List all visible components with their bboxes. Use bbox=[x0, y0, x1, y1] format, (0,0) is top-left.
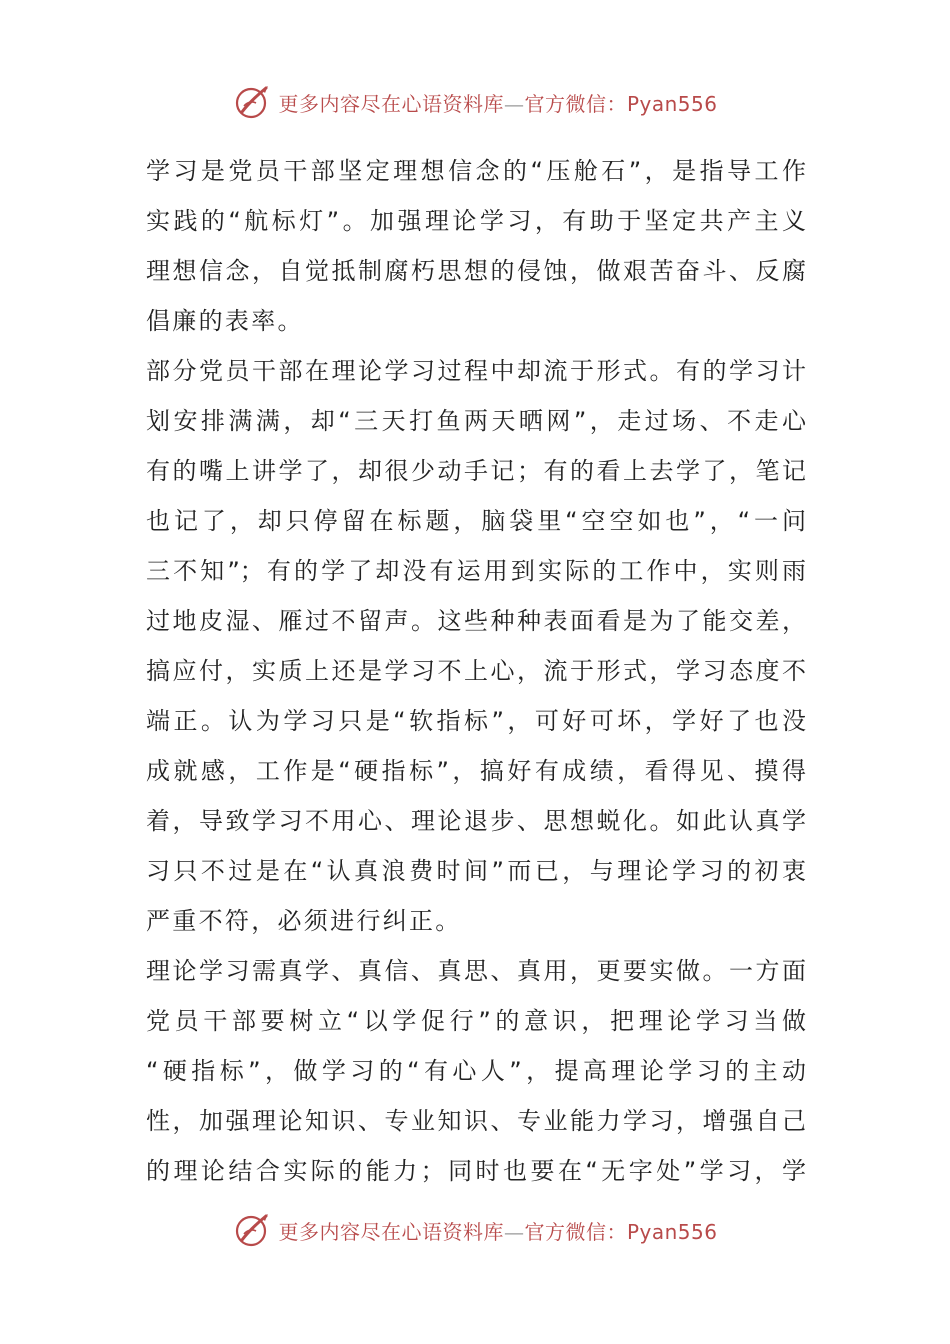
text-line: 划安排满满，却“三天打鱼两天晒网”，走过场、不走心 bbox=[146, 407, 806, 435]
text-line: 过地皮湿、雁过不留声。这些种种表面看是为了能交差， bbox=[146, 607, 806, 635]
header-wechat-id: 官方微信：Pyan556 bbox=[524, 91, 718, 116]
text-line: 习只不过是在“认真浪费时间”而已，与理论学习的初衷 bbox=[146, 857, 806, 885]
text-line: 学习是党员干部坚定理想信念的“压舱石”，是指导工作 bbox=[146, 157, 806, 185]
text-line: 性，加强理论知识、专业知识、专业能力学习，增强自己 bbox=[146, 1107, 806, 1135]
text-line: 也记了，却只停留在标题，脑袋里“空空如也”，“一问 bbox=[146, 507, 806, 535]
header-banner-title: 更多内容尽在心语资料库 bbox=[278, 91, 504, 116]
text-line: 党员干部要树立“以学促行”的意识，把理论学习当做 bbox=[146, 1007, 806, 1035]
text-line: 端正。认为学习只是“软指标”，可好可坏，学好了也没 bbox=[146, 707, 806, 735]
pen-logo-icon bbox=[232, 82, 272, 122]
footer-banner-inner bbox=[232, 1210, 717, 1250]
text-line: 的理论结合实际的能力；同时也要在“无字处”学习，学 bbox=[146, 1157, 806, 1185]
text-line: 三不知”；有的学了却没有运用到实际的工作中，实则雨 bbox=[146, 557, 806, 585]
footer-banner bbox=[0, 1206, 950, 1254]
text-line: 搞应付，实质上还是学习不上心，流于形式，学习态度不 bbox=[146, 657, 806, 685]
footer-banner-label bbox=[278, 1216, 717, 1245]
text-line: 理想信念，自觉抵制腐朽思想的侵蚀，做艰苦奋斗、反腐 bbox=[146, 257, 806, 285]
text-line: 部分党员干部在理论学习过程中却流于形式。有的学习计 bbox=[146, 357, 806, 385]
text-line: 理论学习需真学、真信、真思、真用，更要实做。一方面 bbox=[146, 957, 806, 985]
header-banner-inner bbox=[232, 82, 717, 122]
text-line: 着，导致学习不用心、理论退步、思想蜕化。如此认真学 bbox=[146, 807, 806, 835]
header-banner-label bbox=[278, 88, 717, 117]
header-banner-separator: — bbox=[503, 91, 525, 116]
text-line: 倡廉的表率。 bbox=[146, 307, 304, 335]
text-line: 实践的“航标灯”。加强理论学习，有助于坚定共产主义 bbox=[146, 207, 806, 235]
footer-wechat-id: 官方微信：Pyan556 bbox=[524, 1219, 718, 1244]
pen-logo-icon bbox=[232, 1210, 272, 1250]
text-line: 严重不符，必须进行纠正。 bbox=[146, 907, 462, 935]
header-banner bbox=[0, 78, 950, 126]
text-line: “硬指标”，做学习的“有心人”，提高理论学习的主动 bbox=[146, 1057, 806, 1085]
text-line: 成就感，工作是“硬指标”，搞好有成绩，看得见、摸得 bbox=[146, 757, 806, 785]
footer-banner-title: 更多内容尽在心语资料库 bbox=[278, 1219, 504, 1244]
footer-banner-separator: — bbox=[503, 1219, 525, 1244]
document-body bbox=[146, 146, 806, 1196]
text-line: 有的嘴上讲学了，却很少动手记；有的看上去学了，笔记 bbox=[146, 457, 806, 485]
